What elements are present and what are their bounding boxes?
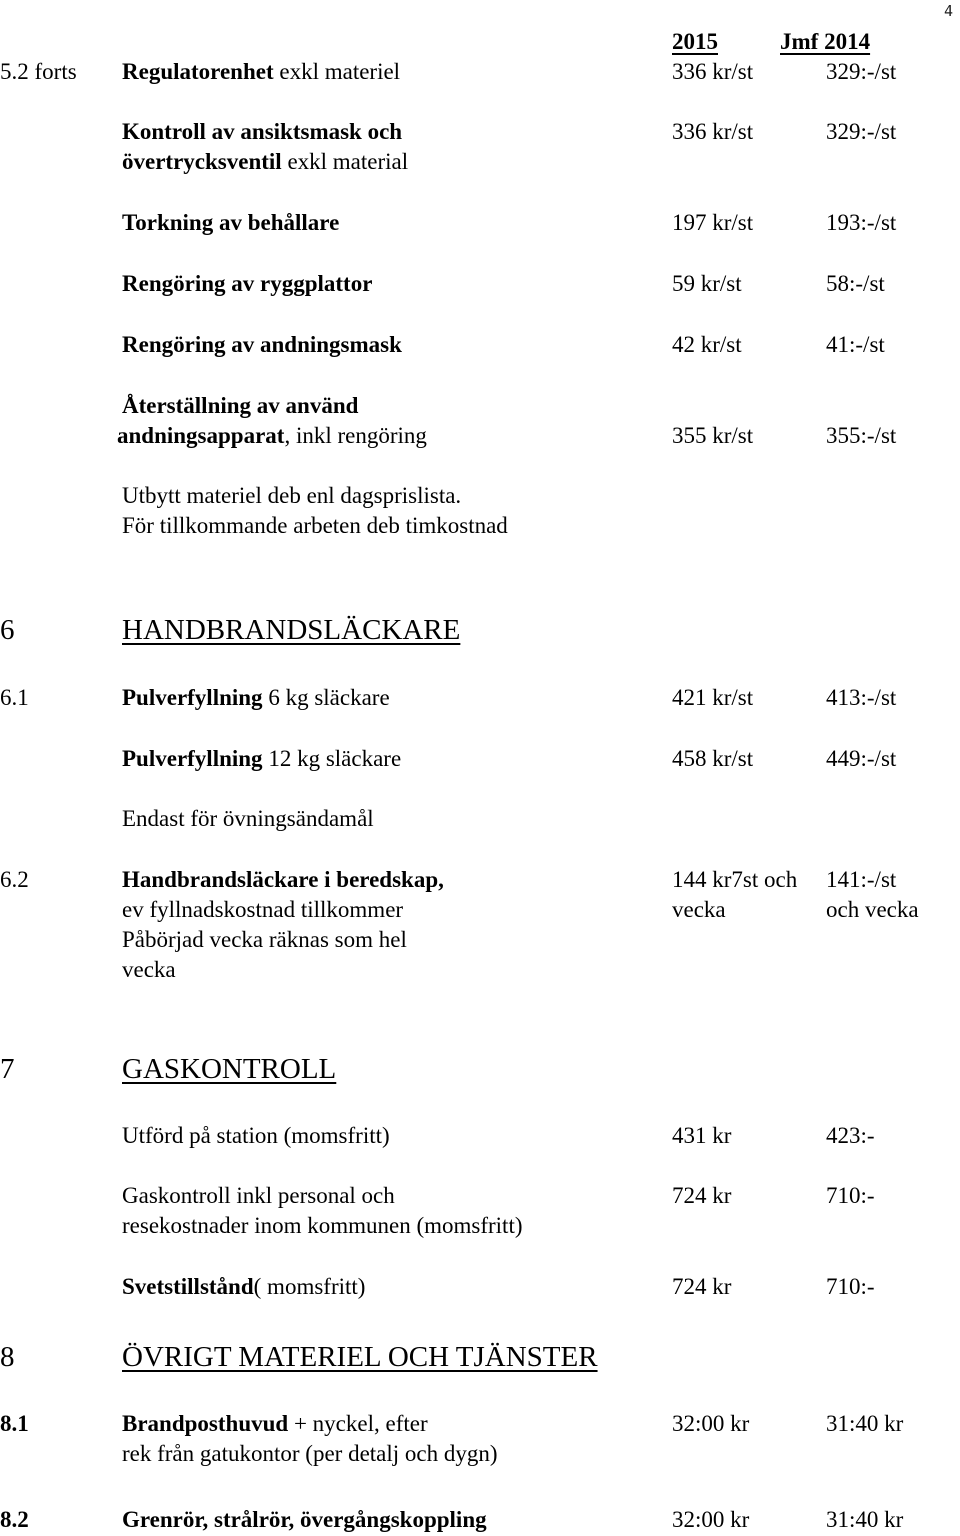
item-label-line2: övertrycksventil exkl material bbox=[122, 149, 409, 174]
item-label-line2: rek från gatukontor (per detalj och dygn) bbox=[122, 1441, 498, 1466]
price-2015: 724 kr bbox=[672, 1274, 732, 1299]
price-2015: 336 kr/st bbox=[672, 59, 754, 84]
price-2014: 423:- bbox=[826, 1123, 875, 1148]
price-2014: 141:-/st bbox=[826, 867, 897, 892]
section-title: ÖVRIGT MATERIEL OCH TJÄNSTER bbox=[122, 1341, 598, 1373]
item-number: 8.2 bbox=[0, 1507, 29, 1532]
note-line: Utbytt materiel deb enl dagsprislista. bbox=[122, 483, 462, 508]
item-label: Kontroll av ansiktsmask och bbox=[122, 119, 403, 144]
item-label: Handbrandsläckare i beredskap, bbox=[122, 867, 444, 892]
price-2015: 355 kr/st bbox=[672, 423, 754, 448]
price-2014: 355:-/st bbox=[826, 423, 897, 448]
price-2015: 59 kr/st bbox=[672, 271, 742, 296]
item-label-line4: vecka bbox=[122, 957, 176, 982]
price-2015: 32:00 kr bbox=[672, 1507, 750, 1532]
price-2014: 193:-/st bbox=[826, 210, 897, 235]
section-title: HANDBRANDSLÄCKARE bbox=[122, 614, 461, 646]
item-label: Regulatorenhet exkl materiel bbox=[122, 59, 401, 84]
price-2015: 144 kr7st och bbox=[672, 867, 798, 892]
price-2014: 41:-/st bbox=[826, 332, 885, 357]
price-2015: 336 kr/st bbox=[672, 119, 754, 144]
price-2014: 329:-/st bbox=[826, 119, 897, 144]
price-2014: 31:40 kr bbox=[826, 1507, 904, 1532]
price-2015: 421 kr/st bbox=[672, 685, 754, 710]
price-2014: 329:-/st bbox=[826, 59, 897, 84]
note-line: Endast för övningsändamål bbox=[122, 806, 374, 831]
price-2015: 431 kr bbox=[672, 1123, 732, 1148]
price-2014: 58:-/st bbox=[826, 271, 885, 296]
section-number: 8 bbox=[0, 1341, 15, 1373]
item-number: 6.2 bbox=[0, 867, 29, 892]
item-label-line2: andningsapparat, inkl rengöring bbox=[117, 423, 427, 448]
section-number: 6 bbox=[0, 614, 15, 646]
price-2014: 31:40 kr bbox=[826, 1411, 904, 1436]
item-label: Pulverfyllning 6 kg släckare bbox=[122, 685, 390, 710]
item-label: Pulverfyllning 12 kg släckare bbox=[122, 746, 402, 771]
price-2014: 449:-/st bbox=[826, 746, 897, 771]
page-number: 4 bbox=[944, 2, 954, 20]
column-header-jmf-2014: Jmf 2014 bbox=[780, 29, 871, 54]
column-header-2015: 2015 bbox=[672, 29, 718, 54]
item-number: 6.1 bbox=[0, 685, 29, 710]
item-label-line2: ev fyllnadskostnad tillkommer bbox=[122, 897, 404, 922]
price-2014: 413:-/st bbox=[826, 685, 897, 710]
item-label: Utförd på station (momsfritt) bbox=[122, 1123, 390, 1148]
item-number: 8.1 bbox=[0, 1411, 29, 1436]
item-label-line3: Påbörjad vecka räknas som hel bbox=[122, 927, 407, 952]
note-line: För tillkommande arbeten deb timkostnad bbox=[122, 513, 508, 538]
section-number: 5.2 forts bbox=[0, 59, 77, 84]
item-label: Återställning av använd bbox=[122, 393, 359, 418]
price-2014: 710:- bbox=[826, 1183, 875, 1208]
price-2015: 42 kr/st bbox=[672, 332, 742, 357]
price-2014: 710:- bbox=[826, 1274, 875, 1299]
section-title: GASKONTROLL bbox=[122, 1053, 337, 1085]
item-label: Brandposthuvud + nyckel, efter bbox=[122, 1411, 428, 1436]
item-label: Gaskontroll inkl personal och bbox=[122, 1183, 395, 1208]
item-label: Rengöring av andningsmask bbox=[122, 332, 402, 357]
section-number: 7 bbox=[0, 1053, 15, 1085]
item-label: Grenrör, strålrör, övergångskoppling bbox=[122, 1507, 487, 1532]
price-2015: 724 kr bbox=[672, 1183, 732, 1208]
item-label: Rengöring av ryggplattor bbox=[122, 271, 373, 296]
item-label: Torkning av behållare bbox=[122, 210, 340, 235]
price-2015-line2: vecka bbox=[672, 897, 726, 922]
item-label-line2: resekostnader inom kommunen (momsfritt) bbox=[122, 1213, 523, 1238]
price-2015: 32:00 kr bbox=[672, 1411, 750, 1436]
price-2015: 197 kr/st bbox=[672, 210, 754, 235]
price-2015: 458 kr/st bbox=[672, 746, 754, 771]
price-2014-line2: och vecka bbox=[826, 897, 919, 922]
item-label: Svetstillstånd( momsfritt) bbox=[122, 1274, 366, 1299]
